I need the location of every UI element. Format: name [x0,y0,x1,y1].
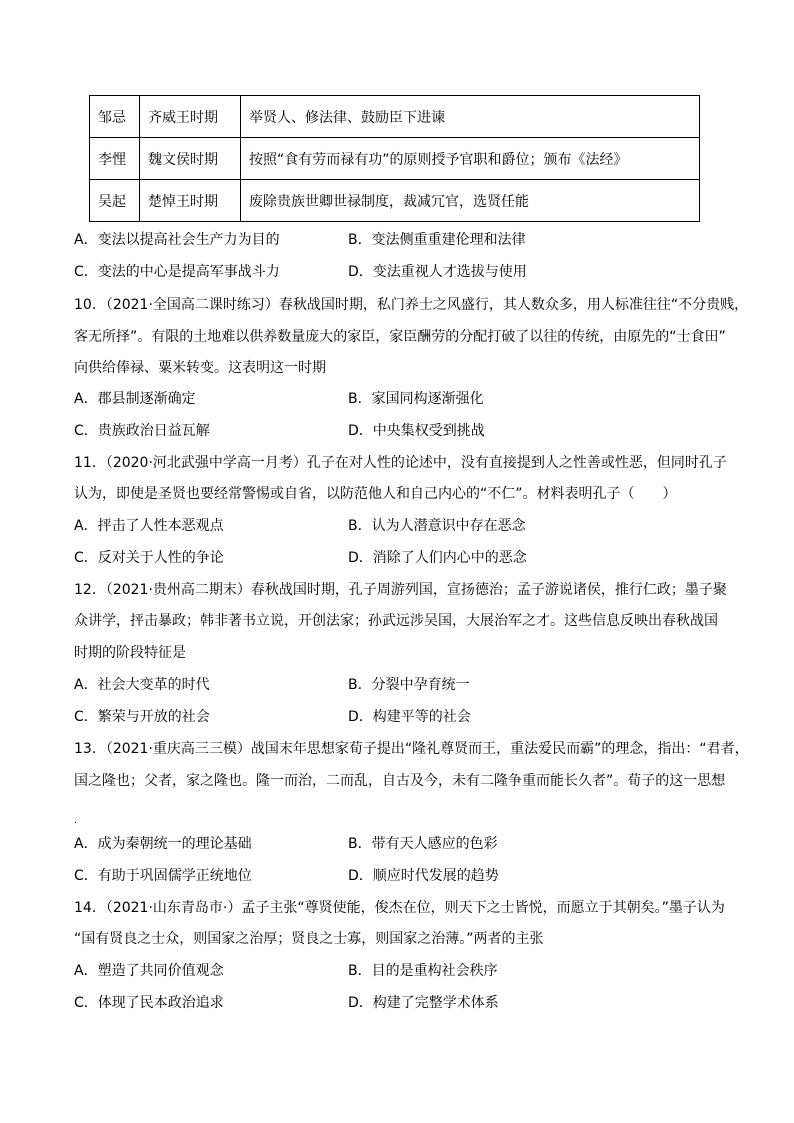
q14-option-a: A．塑造了共同价值观念 [74,963,224,979]
q12-option-c: C．繁荣与开放的社会 [74,709,210,725]
q11-option-a: A．抨击了人性本恶观点 [74,518,224,534]
q10-option-a: A．郡县制逐渐确定 [74,391,196,407]
table-cell-period: 齐威王时期 [140,96,241,138]
table-row [90,180,700,222]
q11-stem-line: 认为，即使是圣贤也要经常警惕或自省，以防范他人和自己内心的“不仁”。材料表明孔子（ ） [74,486,677,502]
q12-stem-line: 众讲学，抨击暴政；韩非著书立说，开创法家；孙武远涉吴国，大展治军之才。这些信息反映出春秋战国 [74,613,718,629]
q14-option-c: C．体现了民本政治追求 [74,995,224,1011]
table-cell-person: 吴起 [90,180,140,222]
q13-option-a: A．成为秦朝统一的理论基础 [74,836,252,852]
q9-option-c: C．变法的中心是提高军事战斗力 [74,264,280,280]
q10-option-b: B．家国同构逐渐强化 [348,391,484,407]
q14-stem-line: 14．（2021·山东青岛市·）孟子主张“尊贤使能，俊杰在位，则天下之士皆悦，而愿立于其朝矣。”墨子认为 [74,900,725,916]
q14-option-b: B．目的是重构社会秩序 [348,963,498,979]
table-row [90,96,700,138]
table-cell-measures: 举贤人、修法律、鼓励臣下进谏 [241,96,700,138]
table-cell-period: 魏文侯时期 [140,138,241,180]
q12-option-d: D．构建平等的社会 [348,709,471,725]
q11-option-b: B．认为人潜意识中存在恶念 [348,518,526,534]
q11-stem-line: 11．（2020·河北武强中学高一月考）孔子在对人性的论述中，没有直接提到人之性善或性恶，但同时孔子 [74,455,727,471]
table-cell-measures: 废除贵族世卿世禄制度，裁减冗官，选贤任能 [241,180,700,222]
q9-option-a: A．变法以提高社会生产力为目的 [74,232,280,248]
q10-option-c: C．贵族政治日益瓦解 [74,423,210,439]
q14-option-d: D．构建了完整学术体系 [348,995,499,1011]
q10-stem-line: 客无所择”。有限的土地难以供养数量庞大的家臣，家臣酬劳的分配打破了以往的传统，由原先的“士食田” [74,329,726,345]
q13-option-d: D．顺应时代发展的趋势 [348,868,499,884]
stray-dot-mark: . [74,815,78,826]
q13-option-c: C．有助于巩固儒学正统地位 [74,868,252,884]
q10-option-d: D．中央集权受到挑战 [348,423,485,439]
q13-option-b: B．带有天人感应的色彩 [348,836,498,852]
q11-option-d: D．消除了人们内心中的恶念 [348,550,527,566]
reform-table [89,95,700,222]
table-cell-period: 楚悼王时期 [140,180,241,222]
q11-option-c: C．反对关于人性的争论 [74,550,224,566]
q10-stem-line: 向供给俸禄、粟米转变。这表明这一时期 [74,360,326,376]
q13-stem-line: 国之隆也；父者，家之隆也。隆一而治，二而乱，自古及今，未有二隆争重而能长久者”。荀子的这一思想 [74,773,726,789]
q12-stem-line: 12．（2021·贵州高二期末）春秋战国时期，孔子周游列国，宣扬德治；孟子游说诸侯，推行仁政；墨子聚 [74,582,727,598]
table-row [90,138,700,180]
q14-stem-line: “国有贤良之士众，则国家之治厚；贤良之士寡，则国家之治薄。”两者的主张 [74,931,544,947]
q13-stem-line: 13．（2021·重庆高三三模）战国末年思想家荀子提出“隆礼尊贤而王，重法爱民而霸”的理念，指出：“君者， [74,741,749,757]
q12-option-b: B．分裂中孕育统一 [348,677,470,693]
q9-option-d: D．变法重视人才选拔与使用 [348,264,527,280]
q9-option-b: B．变法侧重重建伦理和法律 [348,232,526,248]
table-cell-person: 李悝 [90,138,140,180]
table-cell-person: 邹忌 [90,96,140,138]
q12-stem-line: 时期的阶段特征是 [74,645,186,661]
q10-stem-line: 10．（2021·全国高二课时练习）春秋战国时期，私门养士之风盛行，其人数众多，用人标准往往“不分贵贱， [74,297,749,313]
q12-option-a: A．社会大变革的时代 [74,677,210,693]
table-cell-measures: 按照“食有劳而禄有功”的原则授予官职和爵位；颁布《法经》 [241,138,700,180]
